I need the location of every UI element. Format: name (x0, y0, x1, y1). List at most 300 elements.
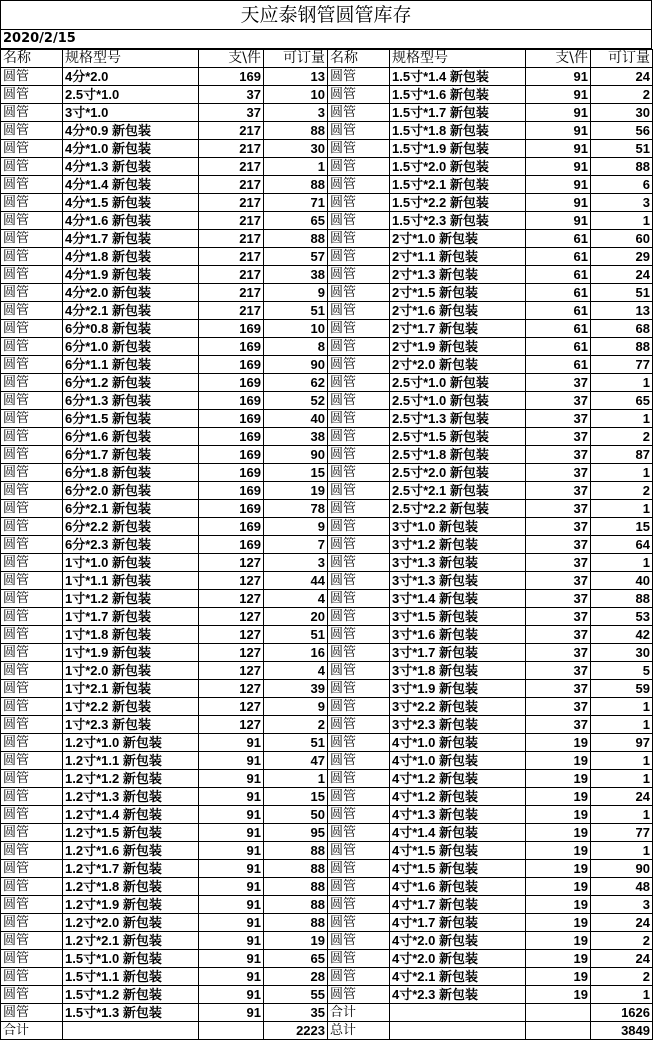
cell-orderable-right: 15 (591, 518, 653, 536)
cell-pcs-left: 169 (199, 356, 264, 374)
cell-orderable-right: 3 (591, 896, 653, 914)
cell-name-right: 圆管 (328, 464, 390, 482)
cell-spec-right: 2寸*1.9 新包装 (390, 338, 526, 356)
cell-name-left: 圆管 (1, 554, 63, 572)
cell-orderable-left: 88 (264, 842, 328, 860)
cell-orderable-right: 1 (591, 806, 653, 824)
table-row (1, 536, 653, 554)
cell-spec-left: 4分*1.3 新包装 (63, 158, 199, 176)
cell-name-left: 圆管 (1, 320, 63, 338)
table-row (1, 86, 653, 104)
table-row (1, 194, 653, 212)
cell-orderable-right: 1 (591, 212, 653, 230)
cell-orderable-left: 38 (264, 428, 328, 446)
cell-orderable-right: 2 (591, 482, 653, 500)
cell-pcs-right: 19 (526, 842, 591, 860)
cell-pcs-left: 169 (199, 482, 264, 500)
cell-spec-right: 2寸*1.5 新包装 (390, 284, 526, 302)
table-row (1, 140, 653, 158)
cell-pcs-left: 127 (199, 590, 264, 608)
cell-orderable-right: 30 (591, 104, 653, 122)
cell-pcs-right: 37 (526, 482, 591, 500)
cell-spec-left: 6分*1.5 新包装 (63, 410, 199, 428)
cell-name-left: 圆管 (1, 572, 63, 590)
cell-orderable-right: 1626 (591, 1004, 653, 1022)
cell-name-left: 圆管 (1, 860, 63, 878)
cell-orderable-right: 6 (591, 176, 653, 194)
cell-pcs-right: 37 (526, 500, 591, 518)
cell-spec-left: 1寸*1.7 新包装 (63, 608, 199, 626)
cell-pcs-right: 91 (526, 86, 591, 104)
cell-orderable-left: 10 (264, 320, 328, 338)
cell-pcs-right: 37 (526, 410, 591, 428)
cell-pcs-left: 91 (199, 914, 264, 932)
cell-orderable-right: 40 (591, 572, 653, 590)
table-row (1, 248, 653, 266)
cell-orderable-right: 77 (591, 356, 653, 374)
cell-orderable-right: 1 (591, 986, 653, 1004)
cell-name-left: 圆管 (1, 194, 63, 212)
cell-pcs-left: 91 (199, 734, 264, 752)
cell-pcs-left: 169 (199, 428, 264, 446)
cell-spec-left: 1.2寸*1.8 新包装 (63, 878, 199, 896)
cell-spec-right (390, 1022, 526, 1040)
header-orderable-right: 可订量 (591, 50, 653, 68)
cell-pcs-left: 217 (199, 140, 264, 158)
cell-pcs-right: 19 (526, 770, 591, 788)
table-row (1, 734, 653, 752)
cell-pcs-left: 169 (199, 500, 264, 518)
cell-orderable-left: 3 (264, 554, 328, 572)
table-row (1, 644, 653, 662)
cell-spec-left: 1.2寸*2.0 新包装 (63, 914, 199, 932)
cell-pcs-right: 61 (526, 248, 591, 266)
cell-orderable-left: 10 (264, 86, 328, 104)
cell-spec-right: 3寸*1.5 新包装 (390, 608, 526, 626)
cell-pcs-right: 61 (526, 230, 591, 248)
cell-spec-right: 2.5寸*1.0 新包装 (390, 392, 526, 410)
cell-name-right: 圆管 (328, 788, 390, 806)
cell-name-left: 圆管 (1, 518, 63, 536)
cell-spec-left: 1寸*2.2 新包装 (63, 698, 199, 716)
cell-pcs-left (199, 1022, 264, 1040)
cell-orderable-left: 88 (264, 230, 328, 248)
table-row (1, 446, 653, 464)
cell-spec-right: 4寸*1.7 新包装 (390, 914, 526, 932)
cell-name-left: 圆管 (1, 824, 63, 842)
table-row (1, 806, 653, 824)
cell-spec-right: 2寸*1.1 新包装 (390, 248, 526, 266)
cell-name-left: 圆管 (1, 410, 63, 428)
cell-spec-right: 2寸*1.3 新包装 (390, 266, 526, 284)
cell-name-left: 圆管 (1, 950, 63, 968)
cell-name-left: 圆管 (1, 644, 63, 662)
cell-name-right: 圆管 (328, 554, 390, 572)
cell-pcs-left: 169 (199, 536, 264, 554)
table-row (1, 176, 653, 194)
cell-spec-left: 3寸*1.0 (63, 104, 199, 122)
cell-orderable-right: 42 (591, 626, 653, 644)
cell-spec-right: 1.5寸*2.2 新包装 (390, 194, 526, 212)
cell-orderable-left: 2 (264, 716, 328, 734)
cell-spec-right: 2.5寸*1.3 新包装 (390, 410, 526, 428)
header-spec-right: 规格型号 (390, 50, 526, 68)
table-row (1, 464, 653, 482)
cell-spec-left: 1.5寸*1.2 新包装 (63, 986, 199, 1004)
cell-name-right: 圆管 (328, 644, 390, 662)
cell-orderable-left: 39 (264, 680, 328, 698)
cell-orderable-right: 2 (591, 86, 653, 104)
cell-orderable-left: 1 (264, 158, 328, 176)
cell-name-left: 圆管 (1, 680, 63, 698)
cell-spec-right: 4寸*1.3 新包装 (390, 806, 526, 824)
cell-pcs-right: 37 (526, 392, 591, 410)
cell-pcs-left: 91 (199, 770, 264, 788)
cell-spec-left: 1寸*1.1 新包装 (63, 572, 199, 590)
cell-name-right: 圆管 (328, 86, 390, 104)
cell-spec-left: 2.5寸*1.0 (63, 86, 199, 104)
cell-pcs-right: 37 (526, 518, 591, 536)
cell-pcs-left: 91 (199, 752, 264, 770)
cell-orderable-right: 88 (591, 590, 653, 608)
table-row (1, 896, 653, 914)
cell-orderable-left: 55 (264, 986, 328, 1004)
cell-pcs-left: 169 (199, 320, 264, 338)
cell-pcs-left: 91 (199, 878, 264, 896)
cell-spec-right: 2.5寸*2.1 新包装 (390, 482, 526, 500)
cell-orderable-right: 13 (591, 302, 653, 320)
cell-spec-right: 1.5寸*1.7 新包装 (390, 104, 526, 122)
cell-pcs-left: 217 (199, 212, 264, 230)
table-row (1, 572, 653, 590)
cell-pcs-right: 19 (526, 806, 591, 824)
cell-name-left: 圆管 (1, 590, 63, 608)
cell-orderable-left: 88 (264, 176, 328, 194)
cell-orderable-right: 77 (591, 824, 653, 842)
cell-spec-right: 4寸*1.5 新包装 (390, 860, 526, 878)
cell-spec-right: 4寸*1.6 新包装 (390, 878, 526, 896)
cell-name-right: 合计 (328, 1004, 390, 1022)
cell-pcs-right: 19 (526, 860, 591, 878)
cell-orderable-left: 90 (264, 446, 328, 464)
cell-name-right: 圆管 (328, 356, 390, 374)
cell-pcs-right: 19 (526, 896, 591, 914)
cell-name-right: 圆管 (328, 230, 390, 248)
cell-name-right: 圆管 (328, 608, 390, 626)
cell-pcs-left: 217 (199, 176, 264, 194)
cell-pcs-right: 61 (526, 320, 591, 338)
cell-pcs-right: 91 (526, 68, 591, 86)
cell-orderable-left: 1 (264, 770, 328, 788)
cell-orderable-left: 44 (264, 572, 328, 590)
cell-name-right: 圆管 (328, 104, 390, 122)
cell-pcs-left: 169 (199, 374, 264, 392)
cell-pcs-right: 91 (526, 104, 591, 122)
cell-name-right: 圆管 (328, 284, 390, 302)
cell-spec-left: 6分*1.6 新包装 (63, 428, 199, 446)
cell-orderable-right: 30 (591, 644, 653, 662)
cell-orderable-left: 2223 (264, 1022, 328, 1040)
cell-spec-left: 1.5寸*1.0 新包装 (63, 950, 199, 968)
cell-pcs-left: 127 (199, 608, 264, 626)
cell-name-left: 圆管 (1, 896, 63, 914)
cell-orderable-right: 65 (591, 392, 653, 410)
table-row (1, 914, 653, 932)
cell-name-right: 圆管 (328, 986, 390, 1004)
table-row (1, 950, 653, 968)
cell-name-left: 圆管 (1, 392, 63, 410)
cell-orderable-right: 1 (591, 698, 653, 716)
cell-pcs-right: 91 (526, 212, 591, 230)
cell-spec-left: 1寸*1.2 新包装 (63, 590, 199, 608)
cell-name-left: 圆管 (1, 446, 63, 464)
cell-spec-right: 3寸*1.7 新包装 (390, 644, 526, 662)
cell-orderable-left: 9 (264, 698, 328, 716)
cell-spec-right: 4寸*1.4 新包装 (390, 824, 526, 842)
cell-orderable-right: 1 (591, 842, 653, 860)
cell-spec-left: 1.2寸*2.1 新包装 (63, 932, 199, 950)
cell-orderable-left: 88 (264, 896, 328, 914)
cell-orderable-left: 51 (264, 734, 328, 752)
header-name-left: 名称 (1, 50, 63, 68)
cell-spec-left: 1.5寸*1.1 新包装 (63, 968, 199, 986)
cell-orderable-left: 9 (264, 518, 328, 536)
cell-orderable-left: 19 (264, 932, 328, 950)
cell-spec-right: 4寸*2.1 新包装 (390, 968, 526, 986)
cell-name-right: 圆管 (328, 338, 390, 356)
table-row (1, 338, 653, 356)
header-row (1, 50, 653, 68)
cell-pcs-right: 19 (526, 968, 591, 986)
cell-spec-right (390, 1004, 526, 1022)
cell-pcs-right: 91 (526, 158, 591, 176)
cell-pcs-left: 127 (199, 644, 264, 662)
cell-name-left: 圆管 (1, 230, 63, 248)
cell-name-left: 圆管 (1, 284, 63, 302)
cell-pcs-right: 19 (526, 950, 591, 968)
cell-name-right: 圆管 (328, 806, 390, 824)
inventory-table (0, 49, 653, 1040)
cell-name-left: 圆管 (1, 86, 63, 104)
cell-name-left: 圆管 (1, 536, 63, 554)
cell-orderable-right: 24 (591, 68, 653, 86)
cell-orderable-right: 2 (591, 968, 653, 986)
cell-name-right: 圆管 (328, 950, 390, 968)
cell-pcs-left: 91 (199, 860, 264, 878)
cell-spec-left: 1寸*2.3 新包装 (63, 716, 199, 734)
cell-spec-left: 4分*2.0 新包装 (63, 284, 199, 302)
table-row (1, 122, 653, 140)
cell-name-left: 圆管 (1, 1004, 63, 1022)
cell-pcs-left: 127 (199, 554, 264, 572)
table-row (1, 554, 653, 572)
cell-pcs-right: 91 (526, 176, 591, 194)
cell-name-right: 圆管 (328, 536, 390, 554)
cell-name-right: 圆管 (328, 626, 390, 644)
cell-pcs-right: 19 (526, 752, 591, 770)
header-name-right: 名称 (328, 50, 390, 68)
cell-spec-right: 4寸*1.2 新包装 (390, 770, 526, 788)
cell-name-left: 圆管 (1, 698, 63, 716)
cell-orderable-right: 24 (591, 788, 653, 806)
cell-name-left: 圆管 (1, 212, 63, 230)
cell-orderable-left: 57 (264, 248, 328, 266)
cell-pcs-right: 61 (526, 302, 591, 320)
cell-spec-left: 4分*2.0 (63, 68, 199, 86)
cell-name-right: 圆管 (328, 860, 390, 878)
cell-name-left: 圆管 (1, 140, 63, 158)
cell-orderable-left: 65 (264, 950, 328, 968)
cell-orderable-left: 16 (264, 644, 328, 662)
cell-pcs-left: 127 (199, 626, 264, 644)
table-row (1, 626, 653, 644)
cell-pcs-left: 169 (199, 68, 264, 86)
cell-name-left: 圆管 (1, 986, 63, 1004)
cell-orderable-left: 78 (264, 500, 328, 518)
cell-pcs-right: 61 (526, 356, 591, 374)
cell-name-right: 圆管 (328, 392, 390, 410)
table-row (1, 320, 653, 338)
table-row (1, 662, 653, 680)
cell-spec-right: 3寸*2.3 新包装 (390, 716, 526, 734)
table-row (1, 302, 653, 320)
cell-orderable-left: 62 (264, 374, 328, 392)
sheet-title: 天应泰钢管圆管库存 (1, 1, 652, 30)
cell-pcs-right: 37 (526, 626, 591, 644)
cell-name-right: 圆管 (328, 482, 390, 500)
cell-name-right: 圆管 (328, 140, 390, 158)
cell-pcs-left: 217 (199, 248, 264, 266)
cell-pcs-left: 169 (199, 464, 264, 482)
table-row (1, 230, 653, 248)
cell-orderable-left: 52 (264, 392, 328, 410)
cell-spec-left: 6分*2.2 新包装 (63, 518, 199, 536)
header-pcs-right: 支\件 (526, 50, 591, 68)
cell-name-left: 圆管 (1, 266, 63, 284)
cell-spec-right: 2.5寸*1.0 新包装 (390, 374, 526, 392)
cell-orderable-left: 38 (264, 266, 328, 284)
cell-orderable-left: 30 (264, 140, 328, 158)
cell-orderable-left: 50 (264, 806, 328, 824)
cell-spec-right: 2寸*1.0 新包装 (390, 230, 526, 248)
cell-spec-left: 4分*0.9 新包装 (63, 122, 199, 140)
cell-spec-left: 6分*2.0 新包装 (63, 482, 199, 500)
cell-name-right: 圆管 (328, 896, 390, 914)
cell-pcs-left: 217 (199, 266, 264, 284)
cell-pcs-right: 37 (526, 698, 591, 716)
cell-orderable-right: 56 (591, 122, 653, 140)
cell-spec-right: 3寸*2.2 新包装 (390, 698, 526, 716)
cell-spec-right: 1.5寸*1.4 新包装 (390, 68, 526, 86)
cell-spec-right: 1.5寸*2.0 新包装 (390, 158, 526, 176)
cell-spec-left: 6分*2.1 新包装 (63, 500, 199, 518)
table-row (1, 266, 653, 284)
cell-pcs-left: 127 (199, 572, 264, 590)
cell-orderable-right: 51 (591, 140, 653, 158)
table-row (1, 104, 653, 122)
table-row (1, 860, 653, 878)
cell-pcs-right: 19 (526, 914, 591, 932)
cell-spec-right: 4寸*1.0 新包装 (390, 752, 526, 770)
cell-name-left: 圆管 (1, 68, 63, 86)
cell-orderable-right: 59 (591, 680, 653, 698)
cell-pcs-right: 37 (526, 572, 591, 590)
cell-orderable-right: 3 (591, 194, 653, 212)
cell-pcs-right: 37 (526, 680, 591, 698)
table-row (1, 482, 653, 500)
cell-pcs-left: 37 (199, 86, 264, 104)
table-row (1, 158, 653, 176)
cell-spec-right: 3寸*1.2 新包装 (390, 536, 526, 554)
cell-pcs-left: 91 (199, 806, 264, 824)
cell-pcs-left: 217 (199, 194, 264, 212)
cell-name-left: 圆管 (1, 482, 63, 500)
sheet-date: 2020/2/15 (1, 30, 652, 49)
table-row (1, 878, 653, 896)
cell-pcs-right: 37 (526, 428, 591, 446)
cell-orderable-right: 3849 (591, 1022, 653, 1040)
cell-pcs-right: 61 (526, 338, 591, 356)
cell-name-right: 圆管 (328, 194, 390, 212)
cell-orderable-left: 3 (264, 104, 328, 122)
cell-pcs-right: 19 (526, 824, 591, 842)
cell-pcs-right: 37 (526, 716, 591, 734)
cell-name-right: 圆管 (328, 572, 390, 590)
cell-name-right: 圆管 (328, 122, 390, 140)
cell-orderable-right: 1 (591, 752, 653, 770)
cell-name-left: 圆管 (1, 968, 63, 986)
cell-orderable-left: 40 (264, 410, 328, 428)
cell-spec-left: 4分*1.7 新包装 (63, 230, 199, 248)
cell-pcs-left: 91 (199, 968, 264, 986)
cell-name-right: 圆管 (328, 914, 390, 932)
cell-pcs-left: 169 (199, 392, 264, 410)
table-row (1, 374, 653, 392)
cell-name-right: 圆管 (328, 716, 390, 734)
cell-name-left: 圆管 (1, 932, 63, 950)
header-orderable-left: 可订量 (264, 50, 328, 68)
cell-pcs-right (526, 1004, 591, 1022)
cell-name-right: 圆管 (328, 752, 390, 770)
cell-orderable-right: 1 (591, 410, 653, 428)
table-row (1, 932, 653, 950)
cell-orderable-right: 60 (591, 230, 653, 248)
cell-pcs-right: 19 (526, 986, 591, 1004)
cell-spec-left: 1.5寸*1.3 新包装 (63, 1004, 199, 1022)
cell-spec-left: 1寸*2.0 新包装 (63, 662, 199, 680)
cell-spec-left: 1.2寸*1.2 新包装 (63, 770, 199, 788)
cell-spec-left: 4分*1.6 新包装 (63, 212, 199, 230)
cell-pcs-right: 37 (526, 608, 591, 626)
cell-name-left: 合计 (1, 1022, 63, 1040)
cell-orderable-right: 2 (591, 428, 653, 446)
cell-spec-right: 3寸*1.3 新包装 (390, 554, 526, 572)
cell-spec-left: 1.2寸*1.1 新包装 (63, 752, 199, 770)
cell-name-right: 圆管 (328, 590, 390, 608)
cell-name-right: 圆管 (328, 734, 390, 752)
cell-spec-right: 4寸*2.3 新包装 (390, 986, 526, 1004)
table-row (1, 788, 653, 806)
cell-orderable-right: 5 (591, 662, 653, 680)
cell-name-left: 圆管 (1, 806, 63, 824)
table-row (1, 356, 653, 374)
cell-name-left: 圆管 (1, 158, 63, 176)
cell-spec-left: 4分*2.1 新包装 (63, 302, 199, 320)
cell-name-left: 圆管 (1, 302, 63, 320)
cell-pcs-left: 127 (199, 716, 264, 734)
cell-orderable-left: 51 (264, 302, 328, 320)
table-row (1, 212, 653, 230)
